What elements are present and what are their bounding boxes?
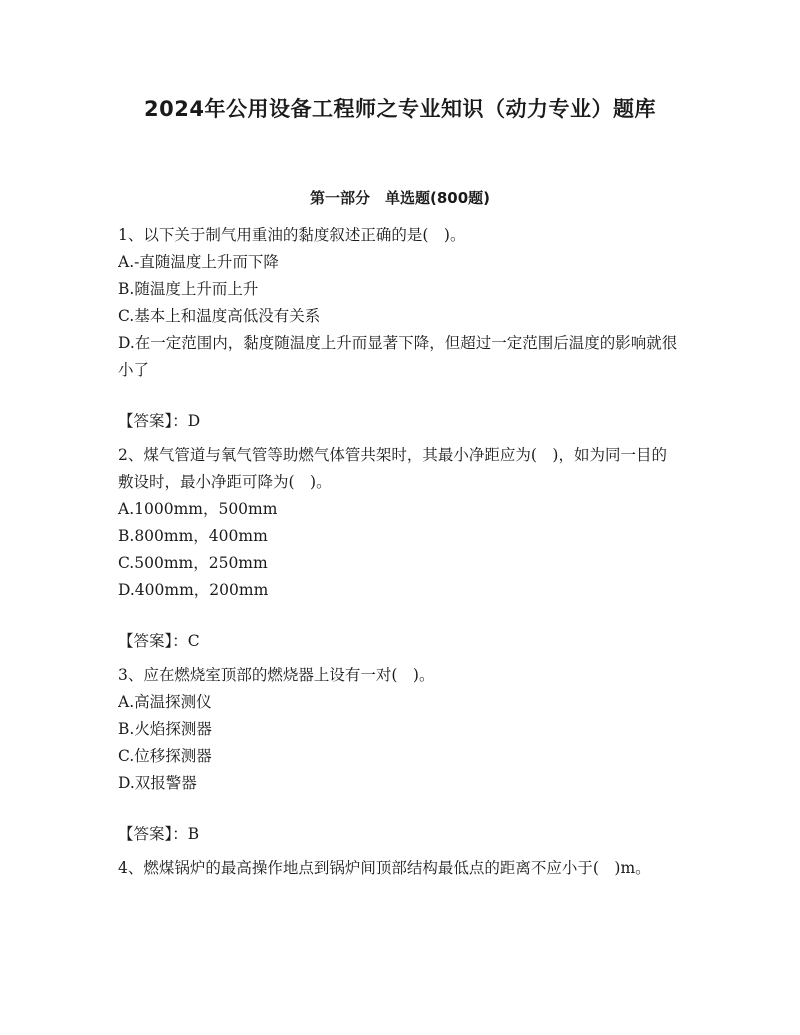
page-title: 2024年公用设备工程师之专业知识（动力专业）题库 — [144, 97, 656, 121]
answer-value: C — [187, 632, 200, 650]
option-c: C.基本上和温度高低没有关系 — [118, 307, 321, 325]
answer-value: D — [187, 412, 201, 430]
question-stem: 2、煤气管道与氧气管等助燃气体管共架时，其最小净距应为( )，如为同一目的敷设时，最小净距可降为( )。 — [118, 446, 667, 491]
answer-value: B — [187, 825, 200, 843]
question-list — [118, 222, 680, 882]
answer-label: 【答案】： — [118, 412, 188, 430]
option-c: C.500mm，250mm — [118, 554, 268, 572]
option-b: B.800mm，400mm — [118, 527, 268, 545]
question-4 — [118, 855, 680, 882]
option-c: C.位移探测器 — [118, 747, 212, 765]
question-stem: 3、应在燃烧室顶部的燃烧器上设有一对( )。 — [118, 666, 435, 684]
answer-line — [118, 408, 680, 435]
option-a: A.-直随温度上升而下降 — [118, 253, 279, 271]
question-3 — [118, 662, 680, 848]
option-d: D.400mm，200mm — [118, 581, 269, 599]
option-a: A.1000mm，500mm — [118, 500, 278, 518]
option-b: B.火焰探测器 — [118, 720, 212, 738]
question-1 — [118, 222, 680, 435]
question-stem: 4、燃煤锅炉的最高操作地点到锅炉间顶部结构最低点的距离不应小于( )m。 — [118, 859, 651, 877]
answer-label: 【答案】： — [118, 632, 188, 650]
answer-line — [118, 628, 680, 655]
question-2 — [118, 442, 680, 655]
option-d: D.在一定范围内，黏度随温度上升而显著下降，但超过一定范围后温度的影响就很小了 — [118, 334, 678, 379]
section-title: 第一部分 单选题(800题) — [309, 189, 491, 207]
option-a: A.高温探测仪 — [118, 693, 212, 711]
question-stem: 1、以下关于制气用重油的黏度叙述正确的是( )。 — [118, 226, 466, 244]
answer-line — [118, 821, 680, 848]
option-b: B.随温度上升而上升 — [118, 280, 259, 298]
option-d: D.双报警器 — [118, 774, 197, 792]
answer-label: 【答案】： — [118, 825, 188, 843]
